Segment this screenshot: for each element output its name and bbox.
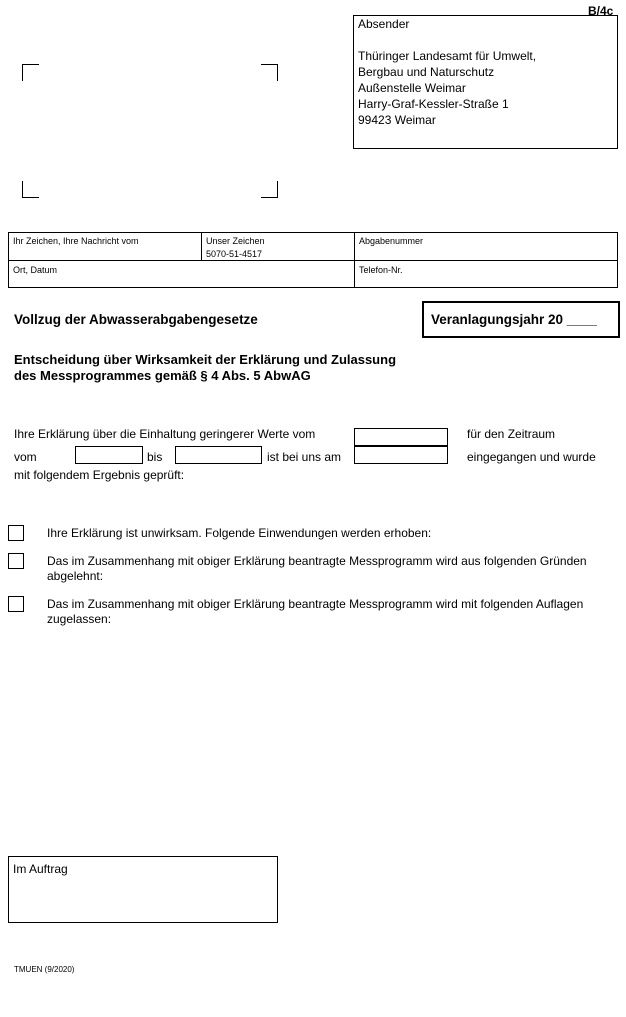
our-reference-label: Unser Zeichen bbox=[206, 236, 265, 246]
your-reference-label: Ihr Zeichen, Ihre Nachricht vom bbox=[13, 236, 139, 246]
reference-table bbox=[8, 232, 618, 288]
period-to-field[interactable] bbox=[175, 446, 262, 464]
address-corner-mark bbox=[22, 181, 39, 198]
address-corner-mark bbox=[261, 181, 278, 198]
signature-label: Im Auftrag bbox=[13, 862, 68, 876]
sender-line: Außenstelle Weimar bbox=[358, 81, 466, 95]
subtitle-line: des Messprogrammes gemäß § 4 Abs. 5 AbwAG bbox=[14, 368, 311, 383]
body-text: vom bbox=[14, 450, 37, 464]
our-reference-value: 5070-51-4517 bbox=[206, 249, 263, 259]
option-checkbox-invalid[interactable] bbox=[8, 525, 24, 541]
assessment-year: Veranlagungsjahr 20 ____ bbox=[431, 312, 597, 327]
body-text: ist bei uns am bbox=[267, 450, 342, 464]
form-code: B/4c bbox=[588, 4, 614, 18]
signature-box bbox=[8, 856, 278, 923]
address-corner-mark bbox=[22, 64, 39, 81]
place-date-label: Ort, Datum bbox=[13, 265, 58, 275]
levy-number-label: Abgabenummer bbox=[359, 236, 424, 246]
phone-label: Telefon-Nr. bbox=[359, 265, 403, 275]
form-footer: TMUEN (9/2020) bbox=[14, 965, 75, 974]
option-text: abgelehnt: bbox=[47, 569, 104, 583]
assessment-year-box bbox=[422, 301, 620, 338]
option-text: Ihre Erklärung ist unwirksam. Folgende Einwendungen werden erhoben: bbox=[47, 526, 432, 540]
option-checkbox-rejected[interactable] bbox=[8, 553, 24, 569]
arrival-date-field[interactable] bbox=[354, 446, 448, 464]
option-text: Das im Zusammenhang mit obiger Erklärung beantragte Messprogramm wird mit folgenden Auflagen bbox=[47, 597, 584, 611]
body-text: für den Zeitraum bbox=[467, 427, 556, 441]
option-checkbox-approved[interactable] bbox=[8, 596, 24, 612]
sender-box bbox=[353, 15, 618, 149]
sender-line: Bergbau und Naturschutz bbox=[358, 65, 495, 79]
address-corner-mark bbox=[261, 64, 278, 81]
body-text: bis bbox=[147, 450, 163, 464]
body-text: Ihre Erklärung über die Einhaltung geringerer Werte vom bbox=[14, 427, 316, 441]
sender-line: Thüringer Landesamt für Umwelt, bbox=[358, 49, 537, 63]
period-from-field[interactable] bbox=[75, 446, 143, 464]
option-text: Das im Zusammenhang mit obiger Erklärung beantragte Messprogramm wird aus folgenden Gründen bbox=[47, 554, 587, 568]
option-text: zugelassen: bbox=[47, 612, 112, 626]
body-text: mit folgendem Ergebnis geprüft: bbox=[14, 468, 185, 482]
sender-line: Harry-Graf-Kessler-Straße 1 bbox=[358, 97, 509, 111]
body-text: eingegangen und wurde bbox=[467, 450, 596, 464]
sender-label: Absender bbox=[358, 17, 410, 31]
sender-line: 99423 Weimar bbox=[358, 113, 436, 127]
document-title: Vollzug der Abwasserabgabengesetze bbox=[14, 312, 258, 327]
received-date-field[interactable] bbox=[354, 428, 448, 446]
subtitle-line: Entscheidung über Wirksamkeit der Erklärung und Zulassung bbox=[14, 352, 397, 367]
